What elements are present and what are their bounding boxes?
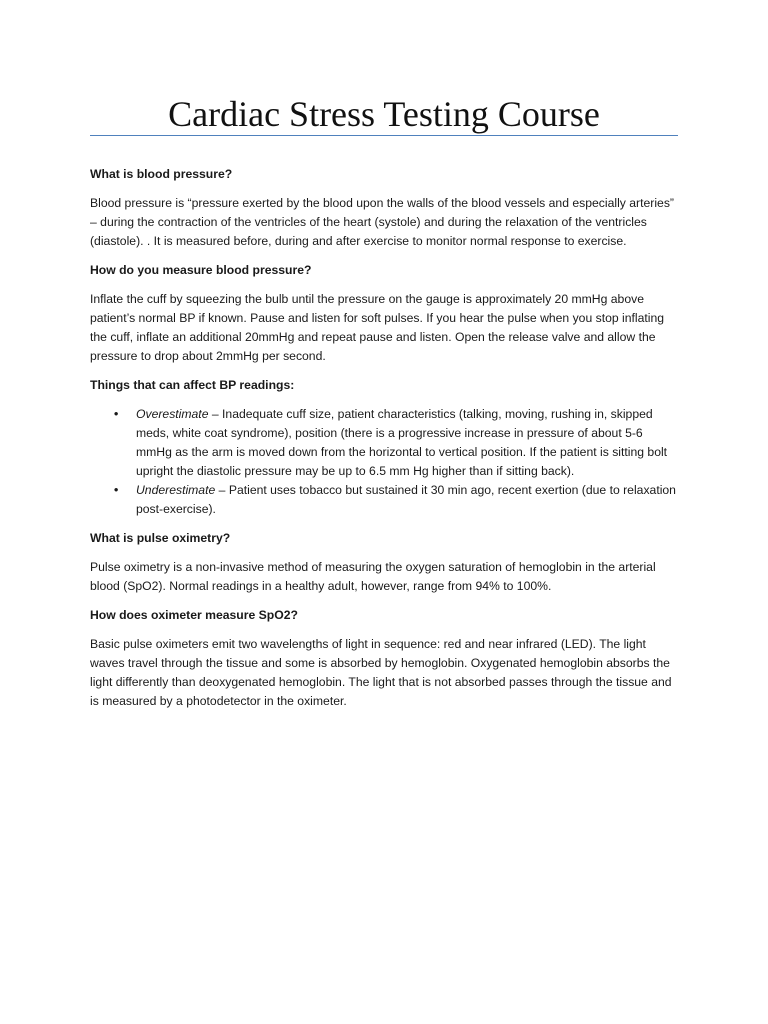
list-item-overestimate: [90, 405, 680, 481]
title-underline: [90, 135, 678, 136]
paragraph-oximeter-spo2: Basic pulse oximeters emit two wavelengths of light in sequence: red and near infrared (LED). The light waves travel through the tissue and some is absorbed by hemoglobin. Oxygenated hemoglobin absorbs the light differently than deoxygenated hemoglobin. The light that is not absorbed passes through the tissue and is measured by a photodetector in the oximeter.: [90, 637, 672, 708]
bullet-icon: •: [114, 483, 119, 497]
bp-factors-list: [90, 405, 680, 519]
paragraph-measure-blood-pressure: Inflate the cuff by squeezing the bulb until the pressure on the gauge is approximately 20 mmHg above patient’s normal BP if known. Pause and listen for soft pulses. If you hear the pulse when you stop inflating the cuff, inflate an additional 20mmHg and repeat pause and listen. Open the release valve and allow the pressure to drop about 2mmHg per second.: [90, 292, 665, 363]
document-body: [90, 165, 680, 721]
heading-measure-blood-pressure: How do you measure blood pressure?: [90, 263, 312, 277]
bullet-icon: •: [114, 407, 119, 421]
term-overestimate: Overestimate: [136, 407, 209, 421]
text-overestimate: – Inadequate cuff size, patient characteristics (talking, moving, rushing in, skipped meds, white coat syndrome), position (there is a progressive increase in pressure of about 5-6 mmHg as the arm is moved down from the horizontal to vertical position. If the patient is sitting bolt upright the diastolic pressure may be up to 6.5 mm Hg higher than if sitting back).: [136, 407, 668, 478]
list-item-underestimate: [90, 481, 680, 519]
term-underestimate: Underestimate: [136, 483, 216, 497]
text-underestimate: – Patient uses tobacco but sustained it 30 min ago, recent exertion (due to relaxation post-exercise).: [136, 483, 676, 516]
heading-blood-pressure: What is blood pressure?: [90, 167, 233, 181]
heading-affect-bp-readings: Things that can affect BP readings:: [90, 378, 295, 392]
heading-oximeter-spo2: How does oximeter measure SpO2?: [90, 608, 298, 622]
page-title: Cardiac Stress Testing Course: [168, 94, 600, 134]
paragraph-pulse-oximetry: Pulse oximetry is a non-invasive method of measuring the oxygen saturation of hemoglobin in the arterial blood (SpO2). Normal readings in a healthy adult, however, range from 94% to 100%.: [90, 560, 656, 593]
paragraph-blood-pressure-definition: Blood pressure is “pressure exerted by the blood upon the walls of the blood vessels and especially arteries” – during the contraction of the ventricles of the heart (systole) and during the relaxation of the ventricles (diastole). . It is measured before, during and after exercise to monitor normal response to exercise.: [90, 196, 674, 248]
heading-pulse-oximetry: What is pulse oximetry?: [90, 531, 231, 545]
